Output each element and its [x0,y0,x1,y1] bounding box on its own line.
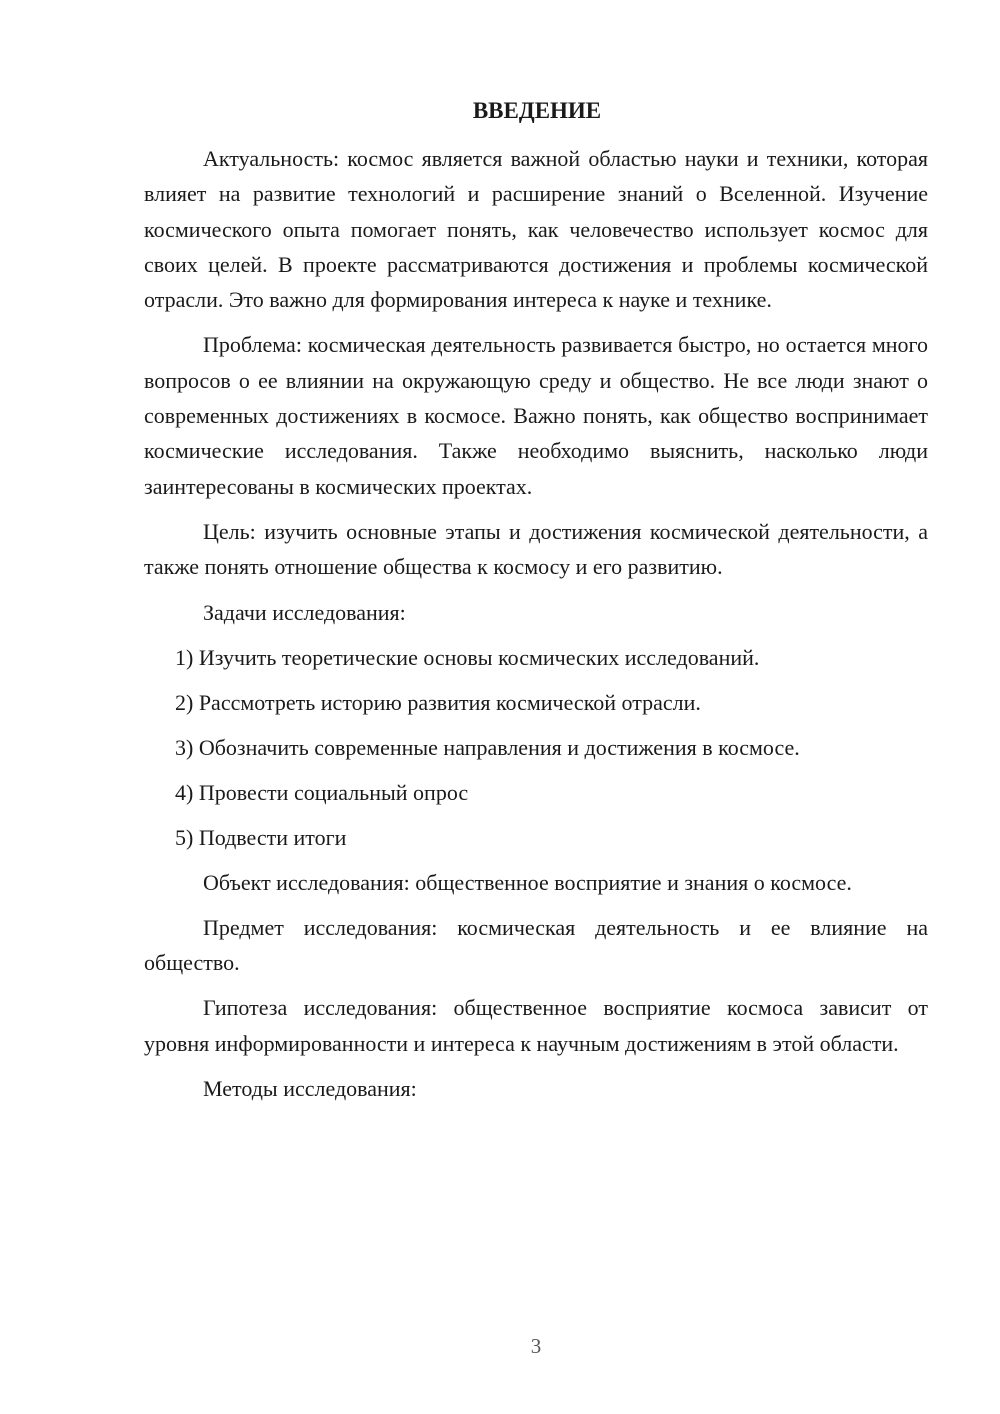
hypothesis-paragraph: Гипотеза исследования: общественное восприятие космоса зависит от уровня информированности и интереса к научным достижениям в этой области. [144,995,928,1056]
relevance-paragraph: Актуальность: космос является важной областью науки и техники, которая влияет на развитие технологий и расширение знаний о Вселенной. Изучение космического опыта помогает понять, как человечество использует космос для своих целей. В проекте рассматриваются достижения и проблемы космической отрасли. Это важно для формирования интереса к науке и технике. [144,146,928,313]
list-item: 2) Рассмотреть историю развития космической отрасли. [175,689,701,715]
list-item: 1) Изучить теоретические основы космических исследований. [175,644,760,670]
problem-paragraph: Проблема: космическая деятельность развивается быстро, но остается много вопросов о ее влиянии на окружающую среду и общество. Не все люди знают о современных достижениях в космосе. Важно понять, как общество воспринимает космические исследования. Также необходимо выяснить, насколько люди заинтересованы в космических проектах. [144,332,928,499]
goal-paragraph: Цель: изучить основные этапы и достижения космической деятельности, а также понять отношение общества к космосу и его развитию. [144,518,928,580]
tasks-list [144,640,928,855]
tasks-label: Задачи исследования: [203,599,406,625]
object-paragraph: Объект исследования: общественное восприятие и знания о космосе. [203,869,852,895]
methods-label: Методы исследования: [203,1076,417,1102]
list-item: 3) Обозначить современные направления и достижения в космосе. [175,734,800,760]
list-item: 4) Провести социальный опрос [175,779,469,805]
list-item: 5) Подвести итоги [175,824,347,850]
subject-paragraph: Предмет исследования: космическая деятельность и ее влияние на общество. [144,914,928,976]
document-page [144,96,928,1116]
page-number: 3 [530,1334,542,1358]
page-title: ВВЕДЕНИЕ [472,98,602,123]
